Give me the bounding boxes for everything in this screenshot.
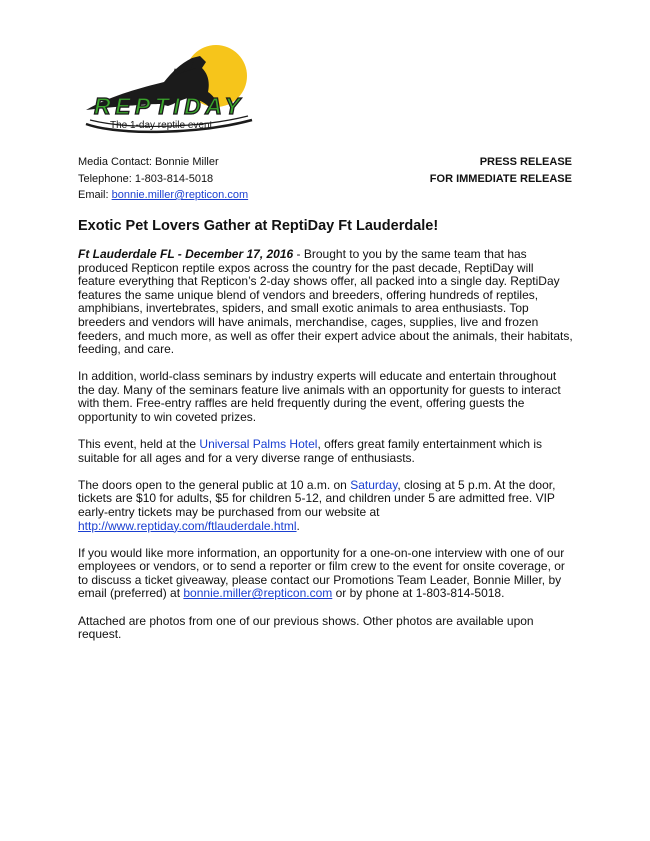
contact-email-link[interactable]: bonnie.miller@repticon.com bbox=[111, 189, 249, 201]
logo-tagline: The 1-day reptile event bbox=[110, 120, 213, 131]
event-day: Saturday bbox=[350, 477, 398, 492]
paragraph-seminars: In addition, world-class seminars by industry experts will educate and entertain throughout the day. Many of the seminars feature live animals with an opportunity for guests to interact with them. Free-entry raffles are held frequently during the event, offering guests the opportunity to win coveted prizes. bbox=[78, 369, 561, 425]
paragraph-contact: If you would like more information, an opportunity for a one-on-one interview with one of our employees or vendors, or to send a reporter or film crew to the event for onsite coverage, or to discuss a ticket giveaway, please contact our Promotions Team Leader, Bonnie Miller, by email (preferred) at bonnie.miller@repticon.com or by phone at 1-803-814-5018. bbox=[78, 545, 565, 601]
venue-name: Universal Palms Hotel bbox=[199, 437, 318, 452]
paragraph-intro: Ft Lauderdale FL - December 17, 2016 - Brought to you by the same team that has produced Repticon reptile expos across the country for the past decade, ReptiDay will feature everything that Repticon’s 2-day shows offer, all packed into a single day. ReptiDay features the same unique blend of vendors and breeders, offering hundreds of reptiles, amphibians, invertebrates, spiders, and small exotic animals to area enthusiasts. Top breeders and vendors will have animals, merchandise, cages, supplies, live and frozen feeders, and much more, as well as offer their expert advice about the animals, their habitats, feeding, and care. bbox=[78, 247, 573, 357]
release-block bbox=[430, 154, 572, 187]
press-body bbox=[78, 248, 574, 655]
telephone-line: Telephone: 1-803-814-5018 bbox=[78, 172, 214, 185]
website-link[interactable]: http://www.reptiday.com/ftlauderdale.html bbox=[78, 518, 297, 533]
paragraph-venue: This event, held at the Universal Palms Hotel, offers great family entertainment which is suitable for all ages and for a very diverse range of enthusiasts. bbox=[78, 437, 542, 465]
email-line: Email: bonnie.miller@repticon.com bbox=[78, 189, 249, 201]
contact-block bbox=[78, 154, 248, 204]
media-contact-line: Media Contact: Bonnie Miller bbox=[78, 156, 219, 168]
body-email-link[interactable]: bonnie.miller@repticon.com bbox=[183, 586, 333, 601]
logo-wordmark: REPTIDAY bbox=[94, 93, 240, 119]
immediate-release-label: FOR IMMEDIATE RELEASE bbox=[429, 172, 572, 185]
reptiday-logo bbox=[80, 40, 260, 136]
dateline: Ft Lauderdale FL - December 17, 2016 bbox=[78, 247, 294, 261]
paragraph-photos: Attached are photos from one of our previous shows. Other photos are available upon request. bbox=[78, 613, 534, 642]
paragraph-tickets: The doors open to the general public at 10 a.m. on Saturday, closing at 5 p.m. At the door, tickets are $10 for adults, $5 for children 5-12, and children under 5 are admitted free. VIP early-entry tickets may be purchased from our website at http://www.reptiday.com/ftlauderdale.html. bbox=[78, 477, 556, 533]
headline: Exotic Pet Lovers Gather at ReptiDay Ft Lauderdale! bbox=[78, 218, 439, 234]
press-release-label: PRESS RELEASE bbox=[479, 156, 572, 168]
